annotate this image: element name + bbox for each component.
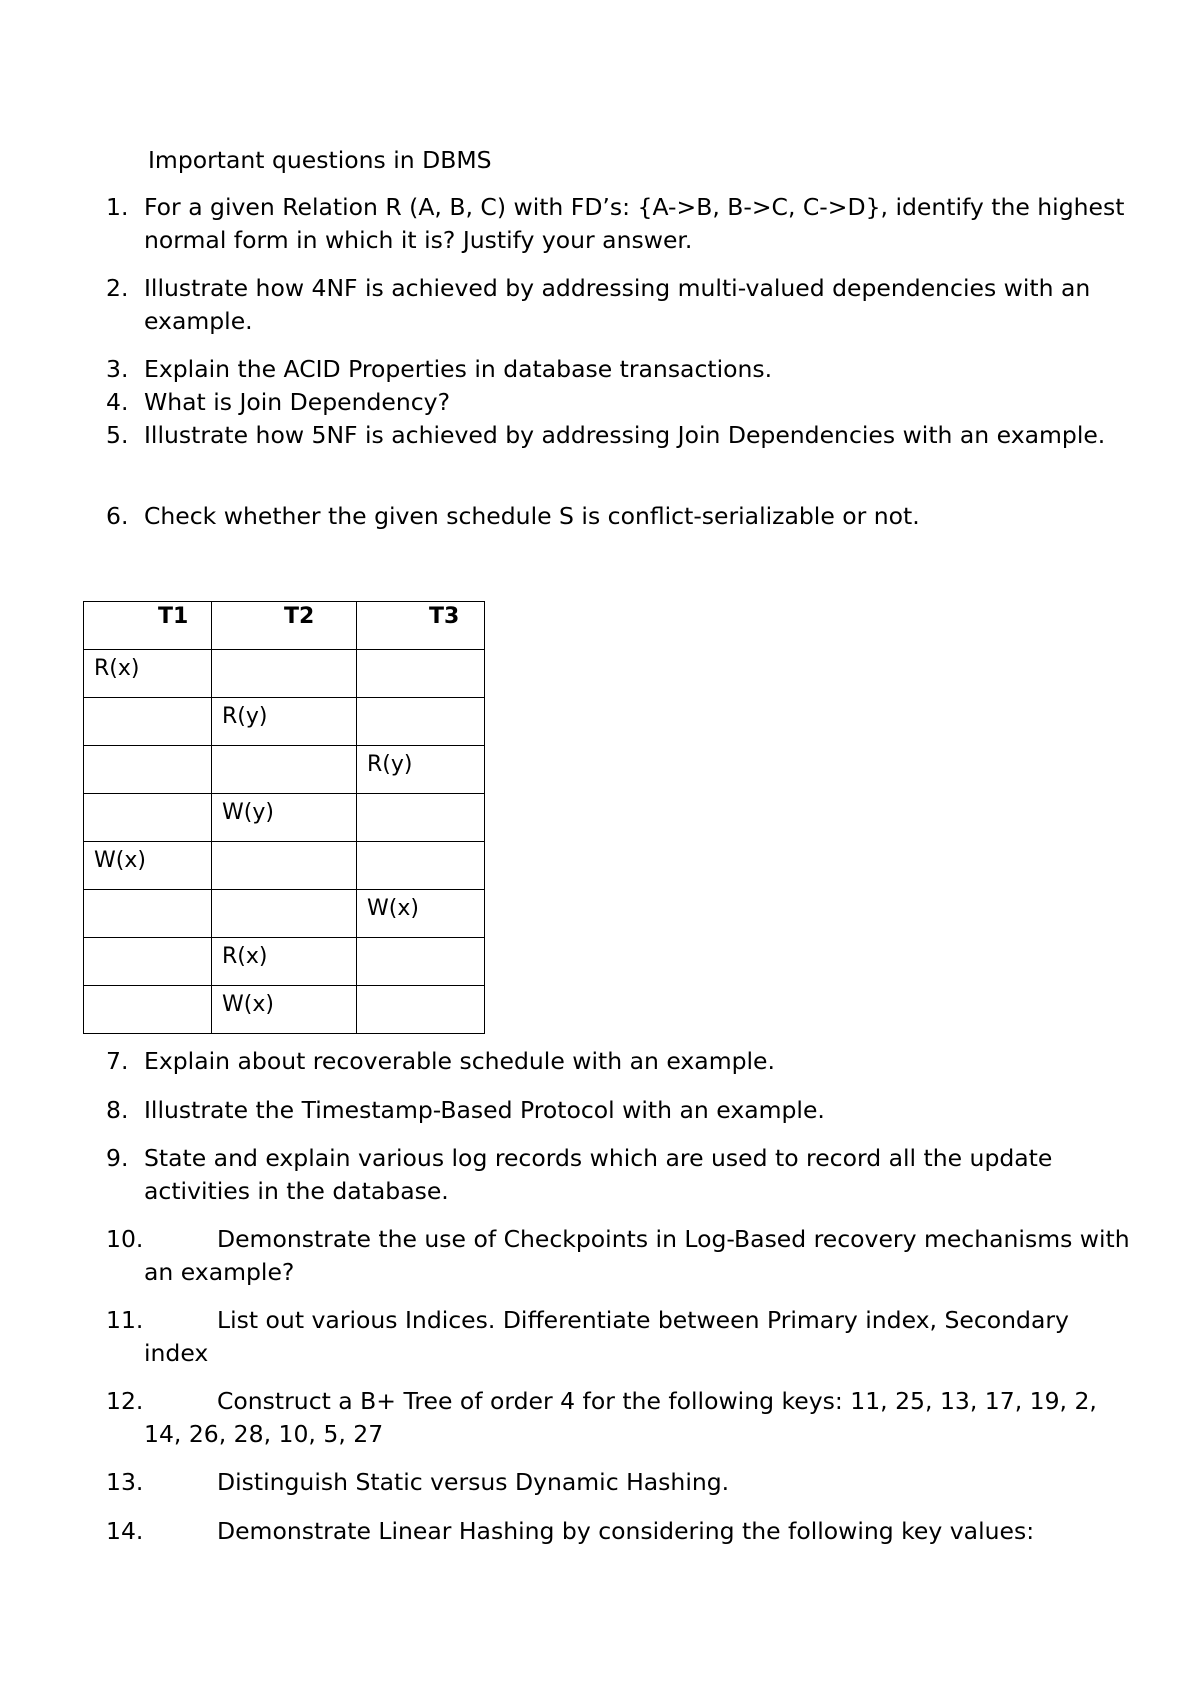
question-number: 1. xyxy=(106,193,129,221)
table-cell xyxy=(357,842,485,890)
table-cell: R(y) xyxy=(357,746,485,794)
table-row xyxy=(84,842,485,890)
table-cell xyxy=(84,698,212,746)
question-number: 2. xyxy=(106,274,129,302)
table-cell xyxy=(357,650,485,698)
question-number: 8. xyxy=(106,1096,129,1124)
question-text: List out various Indices. Differentiate between Primary index, Secondary index xyxy=(144,1306,1069,1367)
question-number: 9. xyxy=(106,1144,129,1172)
table-cell: W(x) xyxy=(212,986,357,1034)
table-cell xyxy=(357,794,485,842)
question-text: Construct a B+ Tree of order 4 for the following keys: 11, 25, 13, 17, 19, 2, 14, 26, 28, 10, 5, 27 xyxy=(144,1387,1097,1448)
question-text: For a given Relation R (A, B, C) with FD’s: {A->B, B->C, C->D}, identify the highest normal form in which it is? Justify your answer. xyxy=(144,193,1125,254)
table-cell xyxy=(357,698,485,746)
table-cell xyxy=(357,938,485,986)
question-number: 3. xyxy=(106,355,129,383)
question-text: Explain the ACID Properties in database transactions. xyxy=(144,355,773,383)
table-cell xyxy=(84,986,212,1034)
table-cell xyxy=(84,746,212,794)
table-row xyxy=(84,794,485,842)
column-header: T3 xyxy=(357,602,485,650)
question-number: 7. xyxy=(106,1047,129,1075)
question-text: What is Join Dependency? xyxy=(144,388,451,416)
table-cell xyxy=(212,650,357,698)
question-text: Illustrate how 4NF is achieved by addressing multi-valued dependencies with an example. xyxy=(144,274,1091,335)
table-row xyxy=(84,650,485,698)
table-cell: R(x) xyxy=(84,650,212,698)
page-title: Important questions in DBMS xyxy=(148,146,492,174)
table-row xyxy=(84,698,485,746)
table-row xyxy=(84,890,485,938)
question-text: Illustrate the Timestamp-Based Protocol with an example. xyxy=(144,1096,825,1124)
table-cell xyxy=(212,746,357,794)
question-text: Demonstrate Linear Hashing by considering the following key values: xyxy=(217,1517,1035,1545)
table-cell xyxy=(84,794,212,842)
question-number: 4. xyxy=(106,388,129,416)
table-cell: W(x) xyxy=(84,842,212,890)
question-number: 11. xyxy=(106,1306,144,1334)
table-row xyxy=(84,986,485,1034)
table-cell: R(x) xyxy=(212,938,357,986)
question-text: Check whether the given schedule S is conflict-serializable or not. xyxy=(144,502,920,530)
question-number: 14. xyxy=(106,1517,144,1545)
question-number: 6. xyxy=(106,502,129,530)
column-header: T2 xyxy=(212,602,357,650)
table-cell xyxy=(84,938,212,986)
question-text: Demonstrate the use of Checkpoints in Log-Based recovery mechanisms with an example? xyxy=(144,1225,1130,1286)
table-header-row xyxy=(84,602,485,650)
table-cell xyxy=(357,986,485,1034)
table-cell xyxy=(84,890,212,938)
schedule-table xyxy=(83,601,485,1034)
table-cell xyxy=(212,890,357,938)
table-cell xyxy=(212,842,357,890)
question-text: Explain about recoverable schedule with an example. xyxy=(144,1047,775,1075)
table-row xyxy=(84,938,485,986)
table-row xyxy=(84,746,485,794)
question-number: 5. xyxy=(106,421,129,449)
question-number: 10. xyxy=(106,1225,144,1253)
question-text: Illustrate how 5NF is achieved by addressing Join Dependencies with an example. xyxy=(144,421,1106,449)
question-text: State and explain various log records which are used to record all the update activities in the database. xyxy=(144,1144,1053,1205)
table-cell: W(y) xyxy=(212,794,357,842)
question-number: 13. xyxy=(106,1468,144,1496)
table-cell: W(x) xyxy=(357,890,485,938)
question-text: Distinguish Static versus Dynamic Hashing. xyxy=(217,1468,730,1496)
question-number: 12. xyxy=(106,1387,144,1415)
table-cell: R(y) xyxy=(212,698,357,746)
column-header: T1 xyxy=(84,602,212,650)
